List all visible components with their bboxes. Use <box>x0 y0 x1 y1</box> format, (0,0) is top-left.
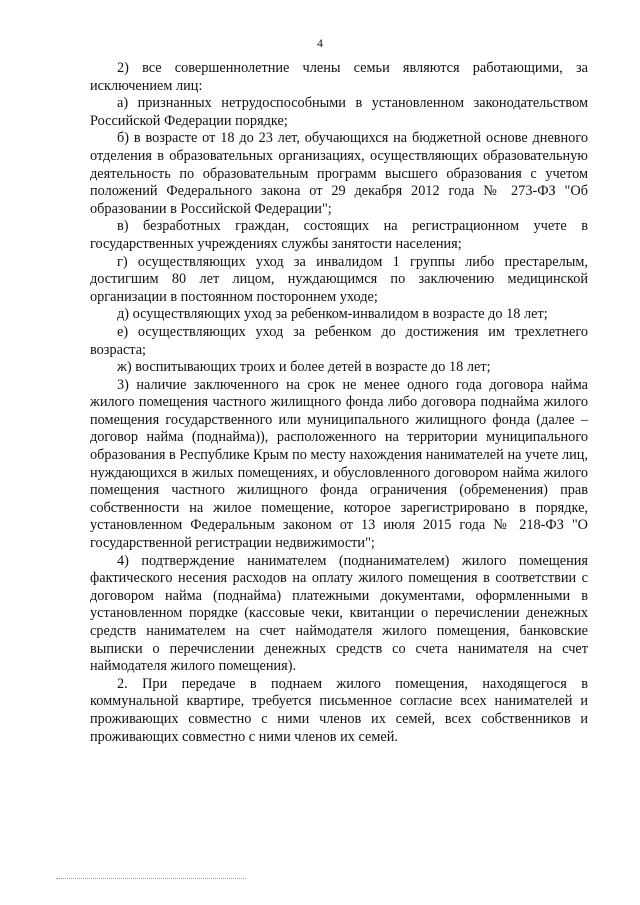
paragraph-item-2: 2) все совершеннолетние члены семьи являются работающими, за исключением лиц: <box>90 60 588 94</box>
subparagraph-v: в) безработных граждан, состоящих на регистрационном учете в государственных учреждениях службы занятости населения; <box>90 218 588 252</box>
paragraph-item-3: 3) наличие заключенного на срок не менее одного года договора найма жилого помещения частного жилищного фонда либо договора поднайма жилого помещения государственного или муниципального жилищного фонда (далее – договор найма (поднайма)), расположенного на территории муниципального образования в Республике Крым по месту нахождения нанимателей на учете лиц, нуждающихся в жилых помещениях, и обусловленного договором найма жилого помещения частного жилищного фонда ограничения (обременения) прав собственности на жилое помещение, которое зарегистрировано в порядке, установленном Федеральным законом от 13 июля 2015 года № 218-ФЗ "О государственной регистрации недвижимости"; <box>90 376 588 552</box>
subparagraph-d: д) осуществляющих уход за ребенком-инвалидом в возрасте до 18 лет; <box>117 306 548 323</box>
subparagraph-a: а) признанных нетрудоспособными в установленном законодательством Российской Федерации порядке; <box>90 95 588 129</box>
subparagraph-zh: ж) воспитывающих троих и более детей в возрасте до 18 лет; <box>117 359 491 376</box>
document-body <box>90 60 588 746</box>
subparagraph-g: г) осуществляющих уход за инвалидом 1 группы либо престарелым, достигшим 80 лет лицом, нуждающимся по заключению медицинской организации в постоянном постороннем уходе; <box>90 253 588 305</box>
page-number: 4 <box>317 36 323 50</box>
subparagraph-e: е) осуществляющих уход за ребенком до достижения им трехлетнего возраста; <box>90 323 588 358</box>
paragraph-item-4: 4) подтверждение нанимателем (поднанимателем) жилого помещения фактического несения расходов на оплату жилого помещения в соответствии с договором найма (поднайма) платежными документами, оформленными в установленном порядке (кассовые чеки, квитанции о перечислении денежных средств нанимателем на счет наймодателя жилого помещения, банковские выписки о перечислении денежных средств со счета нанимателя на счет наймодателя жилого помещения). <box>90 552 588 675</box>
section-2-paragraph: 2. При передаче в поднаем жилого помещения, находящегося в коммунальной квартире, требуется письменное согласие всех нанимателей и проживающих совместно с ними членов их семей, всех собственников и проживающих совместно с ними членов их семей. <box>90 675 588 745</box>
subparagraph-b: б) в возрасте от 18 до 23 лет, обучающихся на бюджетной основе дневного отделения в образовательных организациях, осуществляющих образовательную деятельность по образовательным программ высшего образования с учетом положений Федерального закона от 29 декабря 2012 года № 273-ФЗ "Об образовании в Российской Федерации"; <box>90 130 588 217</box>
footer-divider <box>56 878 246 879</box>
